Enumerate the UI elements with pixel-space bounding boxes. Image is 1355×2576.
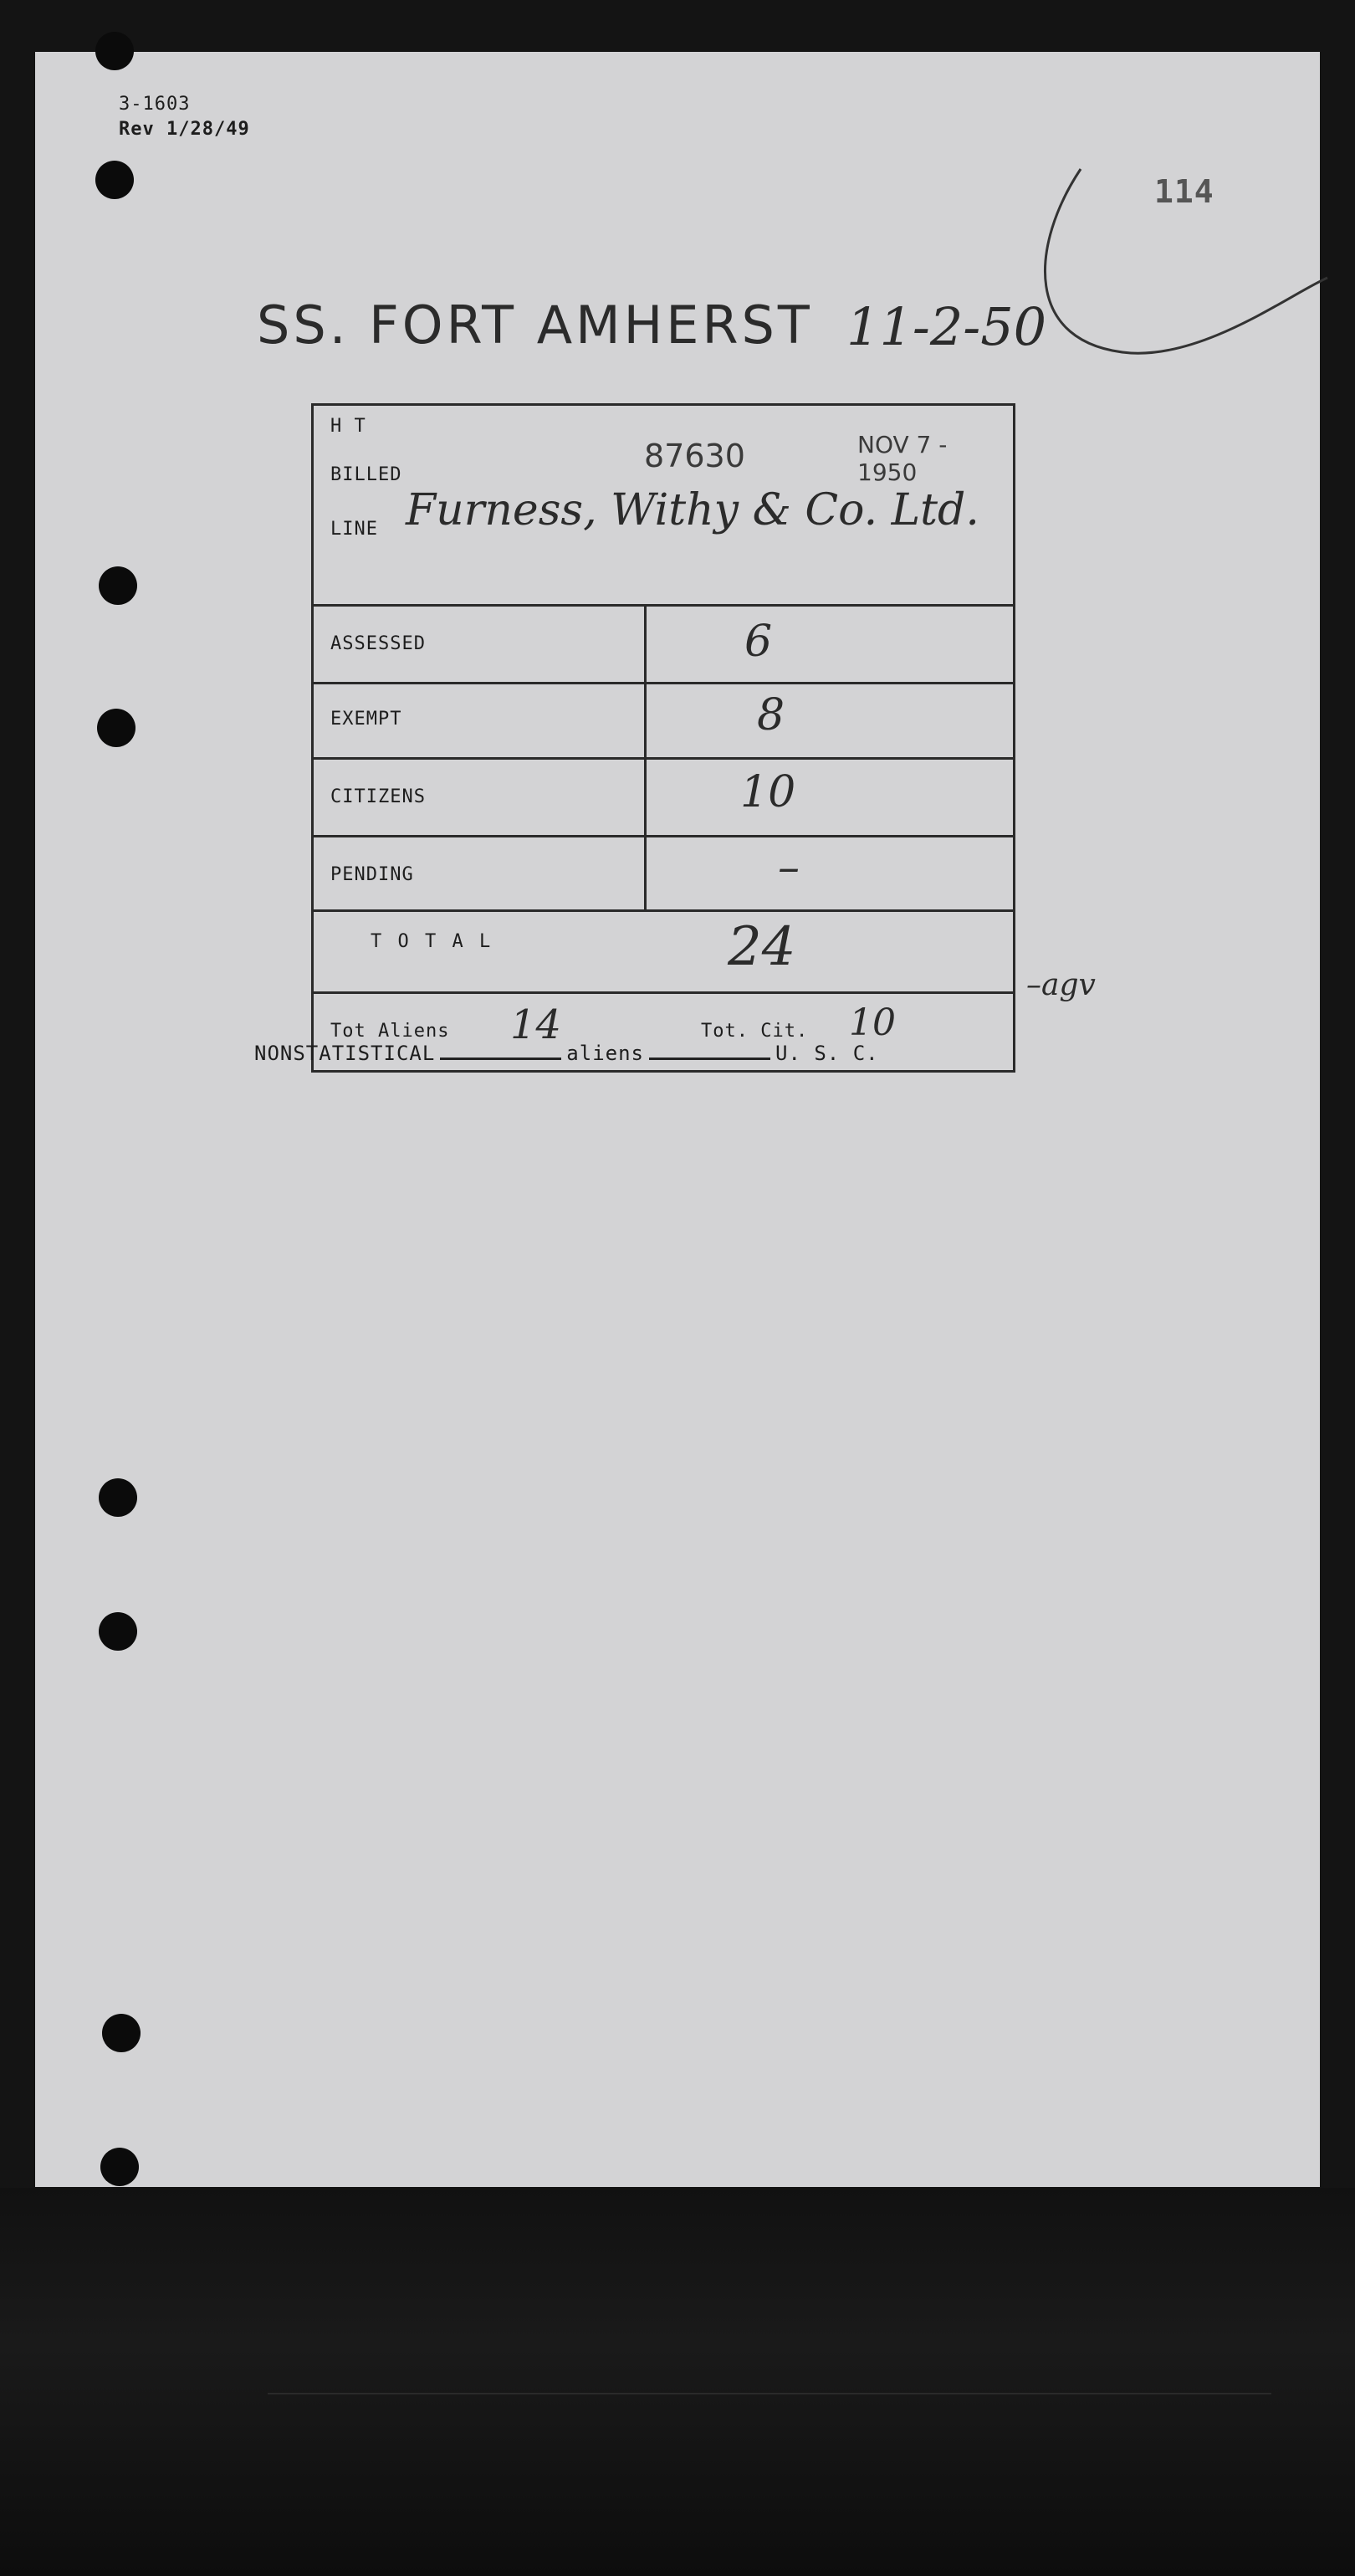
column-divider: [644, 604, 647, 912]
exempt-value: 8: [757, 690, 785, 740]
statistics-form: [311, 403, 1015, 1073]
tot-cit-value: 10: [849, 1001, 896, 1044]
line-name: Furness, Withy & Co. Ltd.: [406, 485, 979, 535]
exempt-label: EXEMPT: [330, 709, 402, 730]
punch-hole: [102, 2014, 141, 2052]
form-revision: Rev 1/28/49: [119, 119, 250, 140]
aliens-label: aliens: [566, 1042, 644, 1065]
punch-hole: [99, 1478, 137, 1517]
blank-field: [649, 1039, 770, 1060]
citizens-label: CITIZENS: [330, 786, 426, 807]
bill-number: 87630: [644, 438, 745, 474]
tot-aliens-value: 14: [510, 1001, 562, 1048]
scan-artifact-line: [268, 2393, 1271, 2394]
punch-hole: [100, 2148, 139, 2186]
blank-field: [440, 1039, 561, 1060]
usc-label: U. S. C.: [775, 1042, 879, 1065]
punch-hole: [95, 161, 134, 199]
arrival-date: 11-2-50: [846, 296, 1047, 357]
divider: [314, 835, 1013, 837]
tot-aliens-label: Tot Aliens: [330, 1021, 450, 1042]
punch-hole: [99, 1612, 137, 1651]
pending-label: PENDING: [330, 864, 414, 885]
form-number: 3-1603: [119, 94, 191, 115]
tot-cit-label: Tot. Cit.: [701, 1021, 809, 1042]
document-page: [35, 52, 1320, 2187]
punch-hole: [95, 32, 134, 70]
billed-label: BILLED: [330, 464, 402, 485]
punch-hole: [99, 566, 137, 605]
ht-label: H T: [330, 416, 366, 437]
nonstatistical-label: NONSTATISTICAL: [254, 1042, 436, 1065]
total-label: T O T A L: [371, 931, 493, 952]
divider: [314, 909, 1013, 912]
divider: [314, 757, 1013, 760]
assessed-label: ASSESSED: [330, 633, 426, 654]
divider: [314, 682, 1013, 684]
nonstatistical-line: [254, 1039, 879, 1065]
citizens-value: 10: [740, 767, 796, 817]
punch-hole: [97, 709, 136, 747]
scan-background: [0, 2188, 1355, 2576]
divider: [314, 604, 1013, 607]
page-number: 114: [1154, 173, 1214, 210]
initials: –agv: [1026, 968, 1096, 1002]
assessed-value: 6: [744, 617, 773, 667]
date-stamp: NOV 7 - 1950: [857, 431, 948, 486]
total-value: 24: [728, 916, 796, 978]
divider: [314, 991, 1013, 994]
vessel-name: SS. FORT AMHERST: [257, 294, 813, 356]
pen-arc-mark: [1014, 110, 1332, 361]
line-label: LINE: [330, 519, 378, 540]
pending-value: –: [778, 842, 800, 893]
